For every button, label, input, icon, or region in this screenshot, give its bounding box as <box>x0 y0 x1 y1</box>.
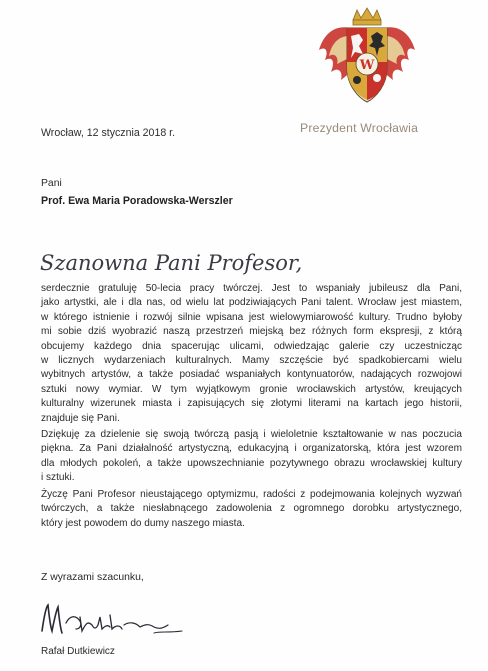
body-line: jako artystki, ale i dla nas, od wielu lat podziwiających Pani talent. Wrocław jest miastem, <box>41 297 462 309</box>
salutation-text: Szanowna Pani Profesor, <box>40 251 303 275</box>
paragraph-3 <box>41 488 462 531</box>
body-line: Życzę Pani Profesor nieustającego optymizmu, radości z podejmowania kolejnych wyzwań <box>41 488 462 500</box>
body-line: mi sobie dziś wyobrazić naszą przestrzeń miejską bez różnych form ekspresji, z którą <box>41 326 462 338</box>
paragraph-1 <box>41 282 462 426</box>
body-line: piękna. Za Pani działalność artystyczną, edukacyjną i organizatorską, która jest wzorem <box>41 443 462 455</box>
wroclaw-coat-of-arms-icon <box>313 6 421 110</box>
body-line: sztuki nowy wymiar. W tym wyjątkowym gronie wrocławskich artystów, kreujących <box>41 383 462 395</box>
body-line: w którego istnienie i rozwój silnie wpisana jest wielowymiarowość kultury. Trudno byłoby <box>41 311 462 323</box>
letter-body <box>41 282 462 533</box>
body-line: obcujemy każdego dnia spacerując ulicami, odwiedzając galerie czy uczestnicząc <box>41 340 462 352</box>
body-line: dla młodych pokoleń, a także upowszechnianie pozytywnego obrazu wrocławskiej kultury <box>41 457 462 469</box>
closing-phrase: Z wyrazami szacunku, <box>41 572 144 583</box>
svg-text:W: W <box>359 58 375 73</box>
letter-date: Wrocław, 12 stycznia 2018 r. <box>41 127 176 139</box>
body-line: i sztuki. <box>41 472 75 484</box>
body-line: w licznych wydarzeniach kulturalnych. Mamy szczęście być spadkobiercami wielu <box>41 355 462 367</box>
body-line: kulturalny wizerunek miasta i zapisujących się złotymi literami na kartach jego historii, <box>41 398 462 410</box>
body-line: który jest powodem do dumy naszego miasta. <box>41 517 245 529</box>
signer-name: Rafał Dutkiewicz <box>41 646 115 657</box>
body-line: serdecznie gratuluję 50-lecia pracy twórczej. Jest to wspaniały jubileusz dla Pani, <box>41 283 462 294</box>
paragraph-2 <box>41 428 462 486</box>
body-line: znajduje się Pani. <box>41 412 120 424</box>
body-line: Dziękuję za dzielenie się swoją twórczą pasją i wieloletnie kształtowanie w nas poczucia <box>41 429 462 441</box>
issuer-title: Prezydent Wrocławia <box>300 121 419 135</box>
body-line: wybitnych artystów, a także posiadać wspaniałych kontynuatorów, nadających rozwojowi <box>41 369 462 381</box>
handwritten-salutation <box>38 232 303 284</box>
recipient-name: Prof. Ewa Maria Poradowska-Werszler <box>41 195 233 207</box>
handwritten-signature-icon <box>36 595 196 643</box>
recipient-title: Pani <box>41 178 62 189</box>
body-line: twórczych, a także niesłabnącego zadowolenia z ogromnego dorobku artystycznego, <box>41 503 462 515</box>
